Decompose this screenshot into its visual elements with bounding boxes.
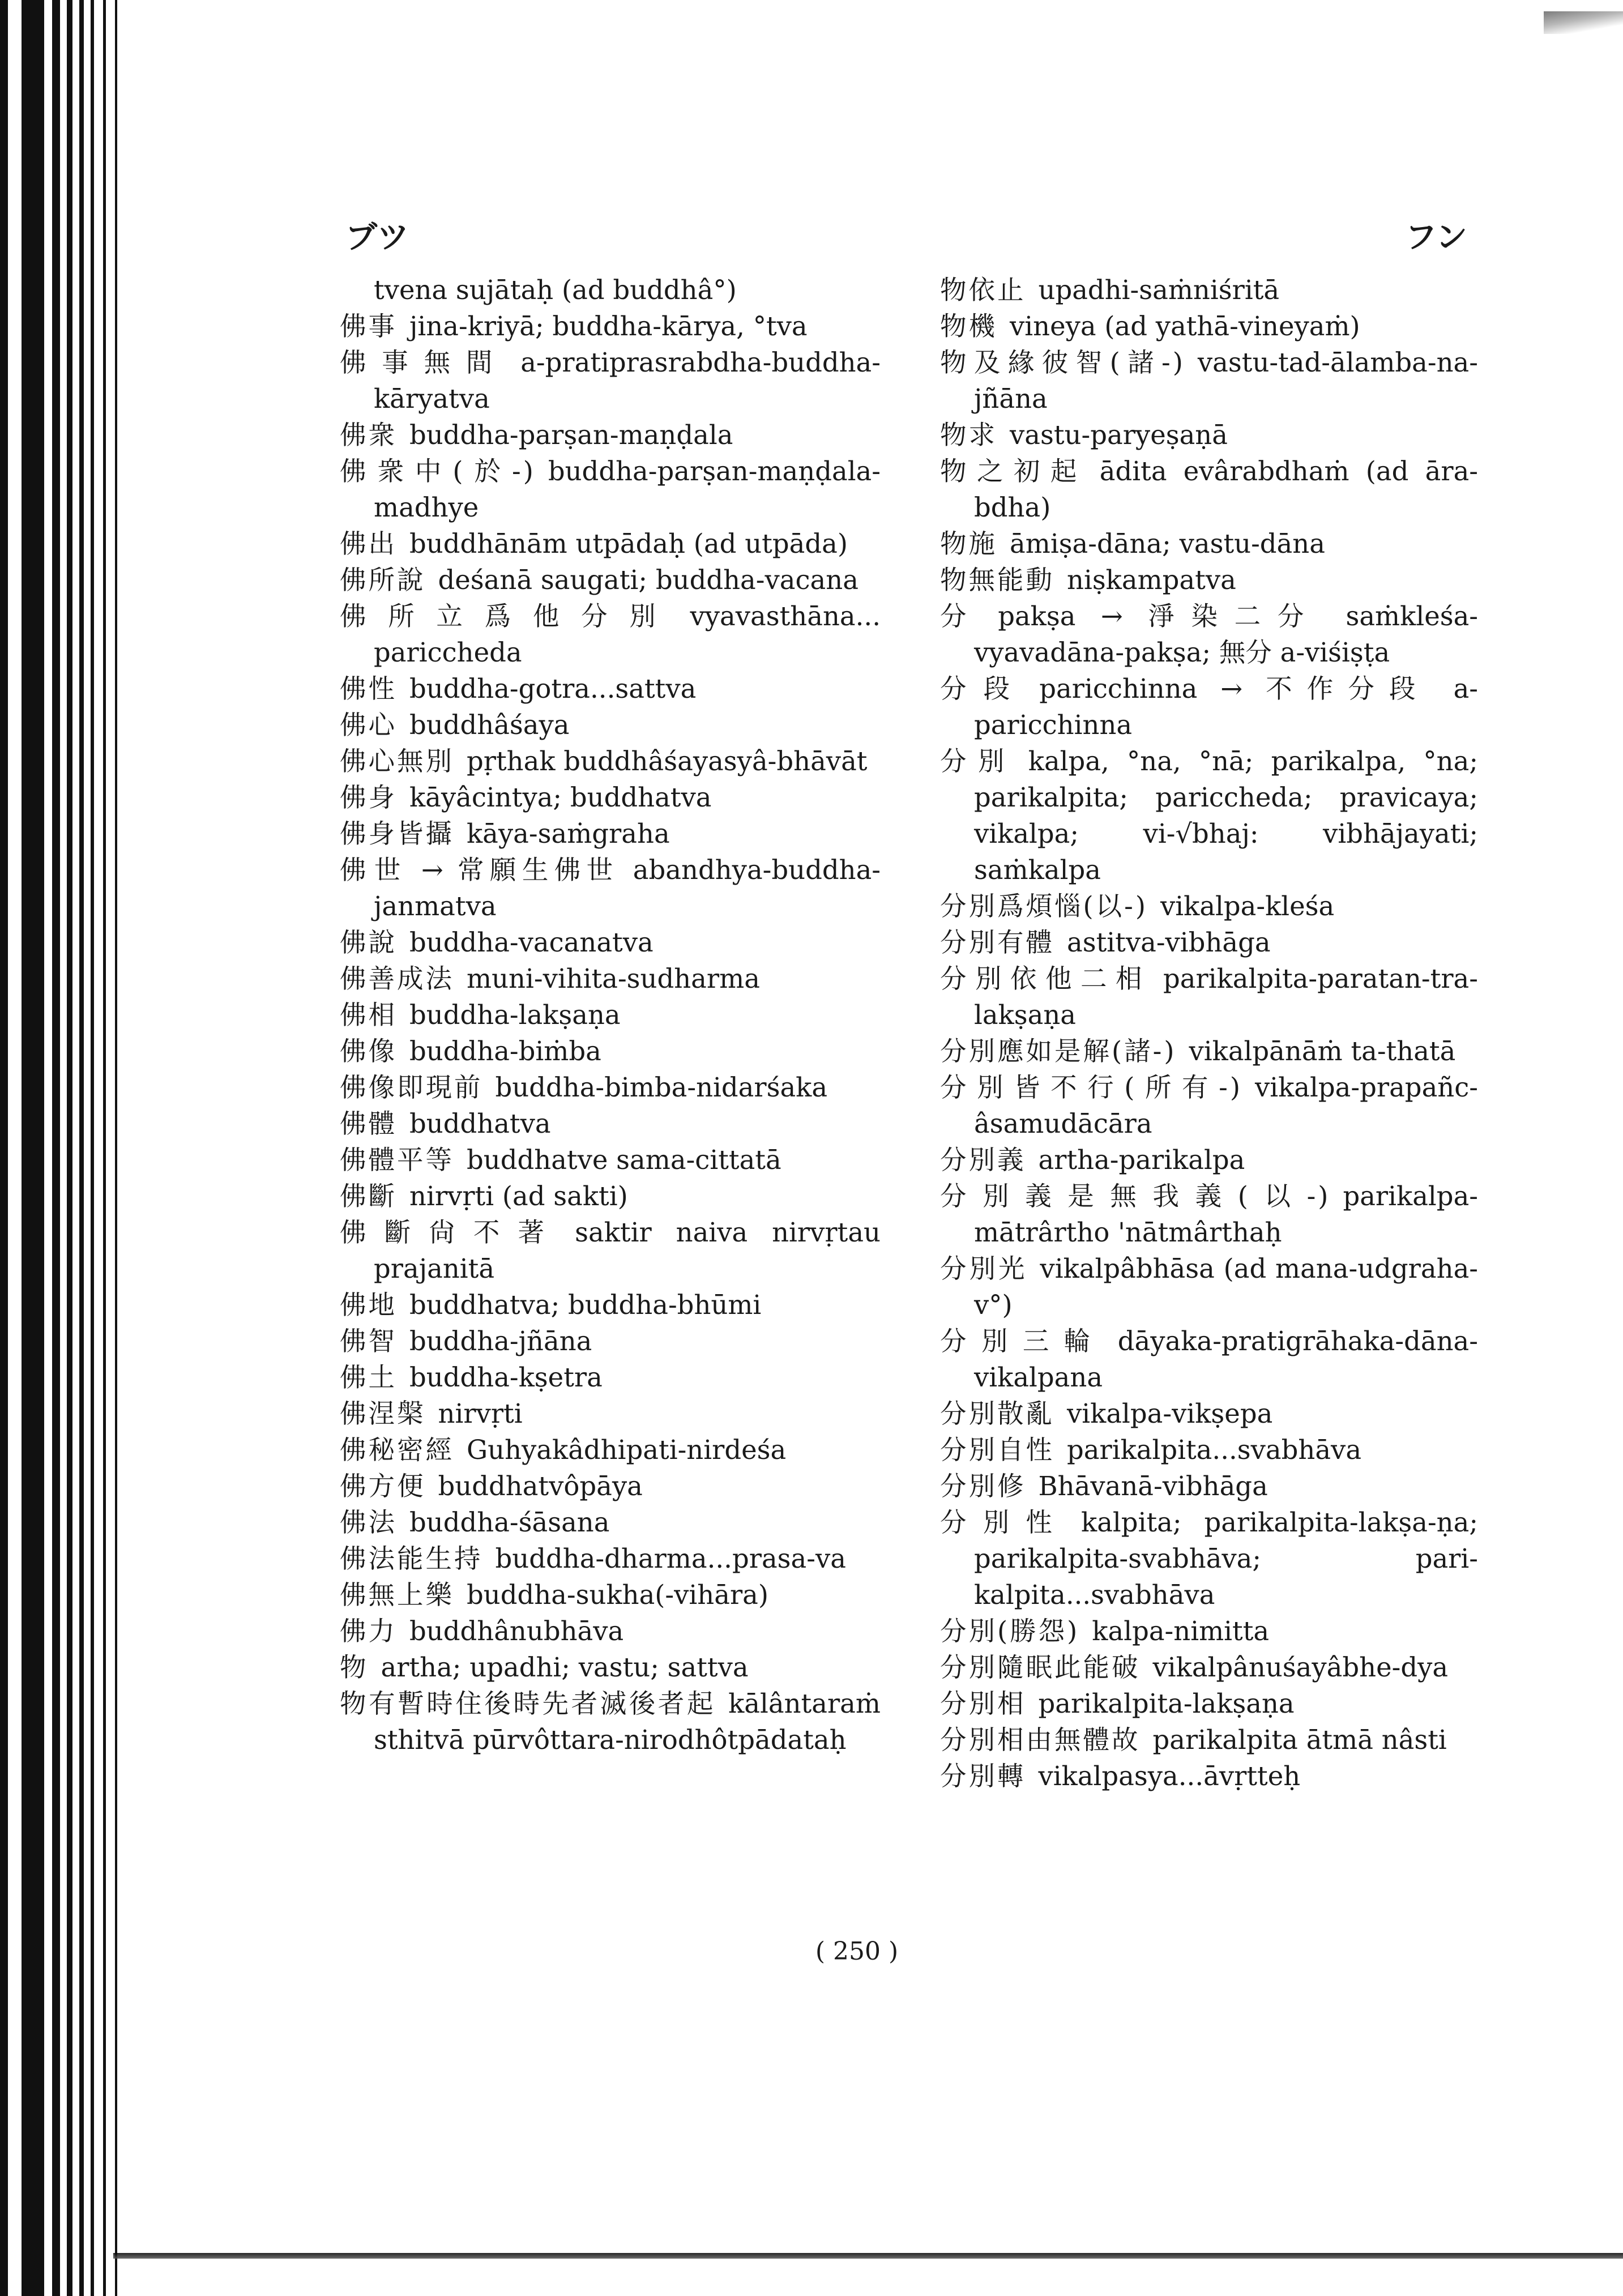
entry-headword: 佛法 [340,1507,397,1538]
entry-sanskrit: kāyâcintya; buddhatva [409,782,712,813]
entry-headword: 佛秘密經 [340,1435,454,1465]
entry-headword: 分別義 [940,1145,1026,1175]
scan-corner-shadow [1544,11,1623,34]
entry-headword: 分別自性 [940,1435,1054,1465]
dictionary-entry [340,961,881,997]
entry-headword: 分別相由無體故 [940,1725,1141,1755]
entry-sanskrit: parikalpa-mātrârtho 'nātmârthaḥ [974,1181,1478,1248]
entry-headword: 分別 [940,746,1016,776]
entry-headword: 物及緣彼智(諸-) [940,347,1185,378]
dictionary-entry [340,1359,881,1395]
entry-sanskrit: astitva-vibhāga [1067,927,1271,958]
entry-sanskrit: buddhânubhāva [409,1616,624,1646]
entry-sanskrit: buddha-parṣan-maṇḍala [409,420,733,450]
entry-headword: 物機 [940,311,997,342]
dictionary-entry [940,1395,1478,1432]
dictionary-entry [940,1069,1478,1142]
entry-sanskrit: buddha-vacanatva [409,927,654,958]
dictionary-entry [940,888,1478,924]
dictionary-entry [340,1577,881,1613]
entry-sanskrit: buddha-gotra...sattva [409,673,697,704]
dictionary-entry [940,526,1478,562]
dictionary-entry [940,453,1478,526]
entry-headword: 分別轉 [940,1761,1026,1791]
dictionary-entry [340,779,881,816]
entry-headword: 分別三輪 [940,1326,1105,1356]
entry-sanskrit: buddha-śāsana [409,1507,610,1538]
entry-headword: 佛身皆攝 [340,818,454,849]
entry-sanskrit: buddha-dharma...prasa-va [495,1543,846,1574]
entry-sanskrit: upadhi-saṁniśritā [1038,275,1280,305]
entry-sanskrit: vikalpâbhāsa (ad mana-udgraha-v°) [974,1253,1478,1320]
dictionary-entry [340,1033,881,1069]
page-number-text: ( 250 ) [815,1937,899,1966]
dictionary-entry [340,997,881,1033]
dictionary-entry [940,272,1478,308]
dictionary-entry [940,1251,1478,1323]
dictionary-entry [940,598,1478,671]
scan-bottom-edge [113,2253,1623,2259]
entry-sanskrit: parikalpita...svabhāva [1067,1435,1362,1465]
entry-headword: 佛地 [340,1290,397,1320]
entry-sanskrit: muni-vihita-sudharma [467,963,760,994]
entry-headword: 佛事無間 [340,347,509,378]
dictionary-entry [340,344,881,417]
entry-headword: 分 [940,601,986,631]
entry-sanskrit: niṣkampatva [1067,565,1236,595]
entry-headword: 佛像即現前 [340,1072,483,1103]
dictionary-entry [940,1758,1478,1794]
dictionary-entry [940,1323,1478,1395]
entry-headword: 物依止 [940,275,1026,305]
entry-sanskrit: tvena sujātaḥ (ad buddhâ°) [374,275,737,305]
entry-sanskrit: vikalpānāṁ ta-thatā [1189,1036,1456,1066]
dictionary-entry [940,562,1478,598]
dictionary-entry [340,1069,881,1106]
entry-sanskrit: vineya (ad yathā-vineyaṁ) [1010,311,1360,342]
dictionary-entry [340,1178,881,1214]
dictionary-entry [940,671,1478,743]
entry-sanskrit: nirvṛti [438,1398,523,1429]
entry-headword: 佛智 [340,1326,397,1356]
entry-headword: 佛衆中(於-) [340,456,536,486]
dictionary-entry [340,1685,881,1758]
entry-sanskrit: pṛthak buddhâśayasyâ-bhāvāt [467,746,868,776]
entry-headword: 分別性 [940,1507,1069,1538]
dictionary-entry [340,1649,881,1685]
entry-headword: 佛事 [340,311,397,342]
entry-sanskrit: deśanā saugati; buddha-vacana [438,565,859,595]
entry-headword: 分別隨眠此能破 [940,1652,1141,1683]
dictionary-entry [340,1287,881,1323]
dictionary-entry [340,1323,881,1359]
entry-sanskrit: buddha-jñāna [409,1326,592,1356]
entry-headword: 佛斷 [340,1181,397,1211]
entry-headword: 佛心 [340,710,397,740]
dictionary-entry [940,961,1478,1033]
entry-headword: 物之初起 [940,456,1087,486]
entry-sanskrit: vikalpa-prapañc-âsamudācāra [974,1072,1478,1139]
dictionary-column-left [340,272,881,1758]
entry-headword: 佛出 [340,528,397,559]
dictionary-entry [340,1613,881,1649]
entry-sanskrit: a-pratiprasrabdha-buddha-kāryatva [374,347,881,414]
entry-sanskrit: parikalpita-lakṣaṇa [1038,1688,1295,1719]
entry-sanskrit: dāyaka-pratigrāhaka-dāna-vikalpana [974,1326,1478,1393]
dictionary-entry [940,344,1478,417]
dictionary-entry [340,1214,881,1287]
dictionary-entry [340,272,881,308]
entry-sanskrit: paricchinna → 不作分段 a-paricchinna [974,673,1479,740]
entry-sanskrit: kāya-saṁgraha [467,818,670,849]
entry-headword: 佛土 [340,1362,397,1393]
dictionary-entry [340,816,881,852]
dictionary-entry [940,1468,1478,1504]
entry-sanskrit: buddhatva; buddha-bhūmi [409,1290,762,1320]
entry-sanskrit: vastu-tad-ālamba-na-jñāna [974,347,1478,414]
entry-sanskrit: parikalpita-paratan-tra-lakṣaṇa [974,963,1478,1030]
entry-headword: 佛斷尙不著 [340,1217,563,1248]
entry-headword: 佛所立爲他分別 [340,601,678,631]
entry-sanskrit: buddhatve sama-cittatā [467,1145,781,1175]
entry-headword: 物施 [940,528,997,559]
entry-sanskrit: kalpa, °na, °nā; parikalpa, °na; parikalpita; pariccheda; pravicaya; vikalpa; vi-√bhaj: vibhājayati; saṁkalpa [974,746,1478,885]
dictionary-entry [340,1395,881,1432]
entry-sanskrit: parikalpita ātmā nâsti [1152,1725,1447,1755]
entry-sanskrit: pakṣa → 淨染二分 saṁkleśa-vyavadāna-pakṣa; 無分 a-viśiṣṭa [974,601,1479,668]
dictionary-entry [340,671,881,707]
running-head-right: フン [1405,219,1467,256]
entry-headword: 佛心無別 [340,746,454,776]
dictionary-entry [940,1178,1478,1251]
entry-headword: 佛體 [340,1108,397,1139]
entry-sanskrit: vikalpasya...āvṛtteḥ [1038,1761,1301,1791]
entry-headword: 分別相 [940,1688,1026,1719]
dictionary-entry [940,1649,1478,1685]
entry-sanskrit: ādita evârabdhaṁ (ad āra-bdha) [974,456,1479,523]
entry-sanskrit: Guhyakâdhipati-nirdeśa [467,1435,787,1465]
entry-sanskrit: kalpa-nimitta [1092,1616,1270,1646]
entry-sanskrit: buddhānām utpādaḥ (ad utpāda) [409,528,848,559]
entry-sanskrit: vikalpa-kleśa [1160,891,1335,921]
entry-headword: 佛衆 [340,420,397,450]
entry-sanskrit: buddha-kṣetra [409,1362,603,1393]
entry-headword: 分別依他二相 [940,963,1151,994]
dictionary-entry [940,1033,1478,1069]
dictionary-entry [340,852,881,924]
entry-headword: 分別散亂 [940,1398,1054,1429]
entry-sanskrit: Bhāvanā-vibhāga [1038,1471,1268,1501]
dictionary-entry [340,924,881,961]
entry-sanskrit: vastu-paryeṣaṇā [1010,420,1228,450]
entry-sanskrit: āmiṣa-dāna; vastu-dāna [1010,528,1325,559]
entry-headword: 分別有體 [940,927,1054,958]
dictionary-entry [340,453,881,526]
dictionary-entry [940,1722,1478,1758]
dictionary-entry [940,1432,1478,1468]
dictionary-entry [940,1504,1478,1613]
dictionary-entry [940,743,1478,888]
dictionary-entry [940,1685,1478,1722]
dictionary-entry [340,562,881,598]
entry-sanskrit: buddha-parṣan-maṇḍala-madhye [374,456,881,523]
dictionary-entry [940,417,1478,453]
dictionary-entry [340,598,881,671]
entry-headword: 佛無上樂 [340,1580,454,1610]
entry-headword: 佛相 [340,1000,397,1030]
entry-headword: 物 [340,1652,369,1683]
entry-sanskrit: buddha-sukha(-vihāra) [467,1580,769,1610]
entry-sanskrit: jina-kriyā; buddha-kārya, °tva [409,311,808,342]
entry-headword: 佛善成法 [340,963,454,994]
dictionary-entry [340,1106,881,1142]
dictionary-entry [340,1540,881,1577]
entry-headword: 佛世 [340,855,409,885]
entry-sanskrit: artha-parikalpa [1038,1145,1245,1175]
entry-sanskrit: buddha-biṁba [409,1036,601,1066]
entry-headword: 分別(勝怨) [940,1616,1080,1646]
entry-sanskrit: buddhatva [409,1108,551,1139]
dictionary-entry [940,1613,1478,1649]
entry-headword: 分別應如是解(諸-) [940,1036,1177,1066]
entry-headword: 佛法能生持 [340,1543,483,1574]
entry-headword: 物求 [940,420,997,450]
entry-headword: 佛體平等 [340,1145,454,1175]
entry-headword: 物有暫時住後時先者滅後者起 [340,1688,716,1719]
entry-sanskrit: kālântaraṁ sthitvā pūrvôttara-nirodhôtpādataḥ [374,1688,881,1755]
entry-sanskrit: vyavasthāna... pariccheda [374,601,881,668]
dictionary-entry [340,1432,881,1468]
dictionary-entry [340,707,881,743]
dictionary-entry [340,1468,881,1504]
entry-headword: 佛像 [340,1036,397,1066]
entry-sanskrit: buddhatvôpāya [438,1471,643,1501]
entry-headword: 佛所說 [340,565,426,595]
entry-sanskrit: artha; upadhi; vastu; sattva [381,1652,749,1683]
entry-sanskrit: kalpita; parikalpita-lakṣa-ṇa; parikalpita-svabhāva; pari-kalpita...svabhāva [974,1507,1479,1610]
entry-sanskrit: buddhâśaya [409,710,570,740]
entry-sanskrit: vikalpânuśayâbhe-dya [1152,1652,1449,1683]
entry-headword: 佛方便 [340,1471,426,1501]
entry-sanskrit: nirvṛti (ad sakti) [409,1181,628,1211]
entry-headword: 分別光 [940,1253,1028,1284]
entry-headword: 分別皆不行(所有-) [940,1072,1242,1103]
entry-headword: 佛力 [340,1616,397,1646]
entry-headword: 分段 [940,673,1027,704]
entry-sanskrit: buddha-bimba-nidarśaka [495,1072,828,1103]
dictionary-entry [340,743,881,779]
entry-sanskrit: → 常願生佛世 abandhya-buddha-janmatva [374,855,881,921]
entry-headword: 分別修 [940,1471,1026,1501]
entry-headword: 佛涅槃 [340,1398,426,1429]
entry-headword: 分別義是無我義(以-) [940,1181,1331,1211]
entry-headword: 佛性 [340,673,397,704]
entry-headword: 佛身 [340,782,397,813]
entry-headword: 物無能動 [940,565,1054,595]
page-number [0,1937,1623,1966]
dictionary-entry [940,924,1478,961]
dictionary-column-right [940,272,1478,1794]
dictionary-entry [940,1142,1478,1178]
dictionary-entry [340,1504,881,1540]
dictionary-entry [340,526,881,562]
dictionary-entry [340,417,881,453]
entry-headword: 分別爲煩惱(以-) [940,891,1148,921]
entry-sanskrit: vikalpa-vikṣepa [1067,1398,1273,1429]
entry-headword: 佛說 [340,927,397,958]
running-head-left: ブツ [345,219,409,256]
dictionary-entry [340,1142,881,1178]
dictionary-entry [940,308,1478,344]
entry-sanskrit: saktir naiva nirvṛtau prajanitā [374,1217,881,1284]
entry-sanskrit: buddha-lakṣaṇa [409,1000,621,1030]
dictionary-entry [340,308,881,344]
